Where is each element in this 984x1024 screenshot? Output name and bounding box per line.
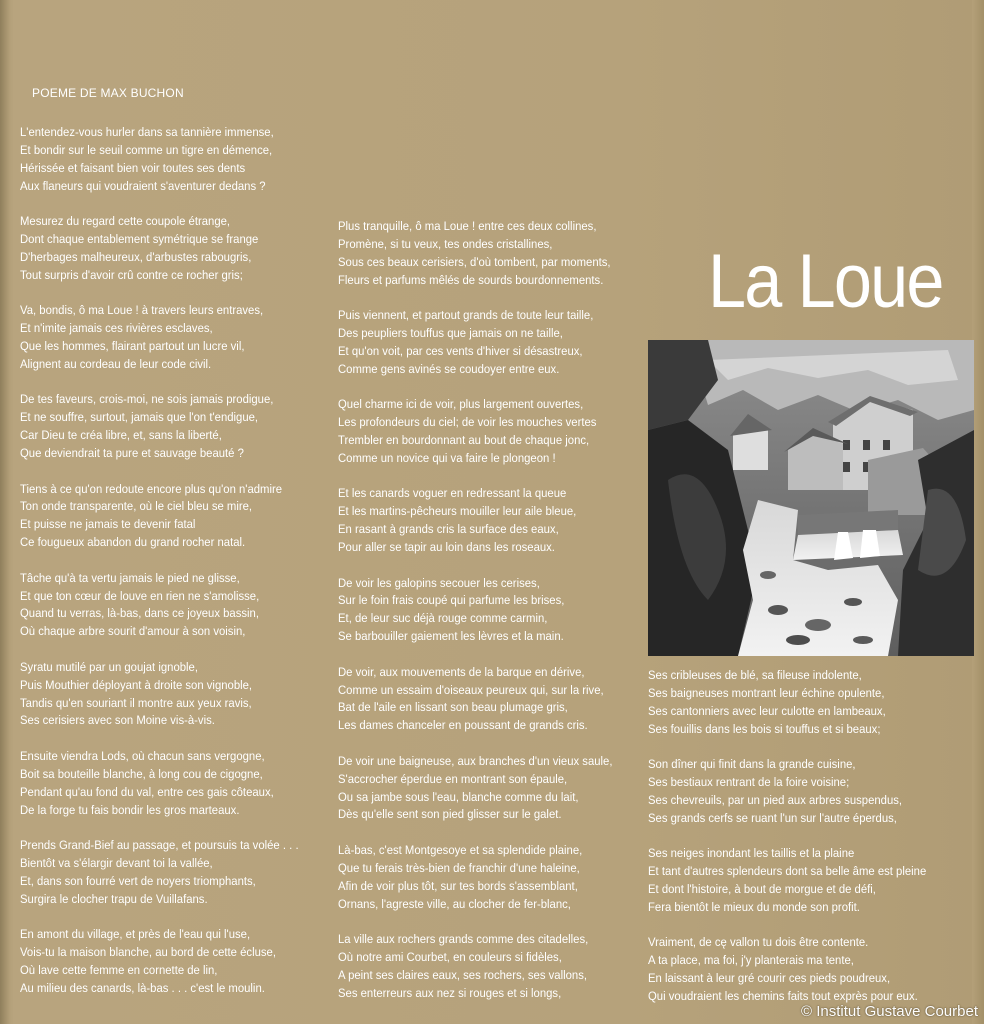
poem-line: Comme un novice qui va faire le plongeon !: [338, 450, 556, 465]
page-left-edge: [0, 0, 10, 1024]
poem-stanza: [20, 659, 337, 731]
poem-line: Quel charme ici de voir, plus largement ouvertes,: [338, 397, 584, 412]
poem-line: Ses baigneuses montrant leur échine opulente,: [648, 685, 885, 700]
poem-line: Vois-tu la maison blanche, au bord de cette écluse,: [20, 945, 276, 960]
poem-stanza: [338, 575, 655, 647]
poem-line: Ses bestiaux rentrant de la foire voisine;: [648, 775, 850, 790]
poem-line: Et que ton cœur de louve en rien ne s'amolisse,: [20, 588, 260, 603]
poem-line: L'entendez-vous hurler dans sa tannière immense,: [20, 125, 274, 139]
poem-line: Au milieu des canards, là-bas . . . c'est le moulin.: [20, 980, 265, 995]
poem-line: Surgira le clocher trapu de Vuillafans.: [20, 891, 208, 906]
poem-line: En amont du village, et près de l'eau qui l'use,: [20, 927, 251, 942]
poem-line: Là-bas, c'est Montgesoye et sa splendide plaine,: [338, 842, 583, 857]
poem-stanza: [338, 218, 655, 290]
poem-line: Son dîner qui finit dans la grande cuisine,: [648, 757, 856, 772]
poem-line: Et ne souffre, surtout, jamais que l'on t'endigue,: [20, 410, 259, 425]
poem-stanza: [20, 748, 337, 820]
poem-line: Ses neiges inondant les taillis et la plaine: [648, 846, 855, 861]
poem-line: Et les martins-pêcheurs mouiller leur aile bleue,: [338, 504, 577, 519]
poem-column-3: [648, 667, 965, 1024]
poem-line: Quand tu verras, là-bas, dans ce joyeux bassin,: [20, 606, 259, 621]
poem-line: Les dames chanceler en poussant de grands cris.: [338, 718, 588, 733]
poem-line: De tes faveurs, crois-moi, ne sois jamais prodigue,: [20, 392, 274, 407]
poem-line: La ville aux rochers grands comme des citadelles,: [338, 932, 589, 946]
poem-line: Et n'imite jamais ces rivières esclaves,: [20, 321, 213, 336]
poem-line: De voir, aux mouvements de la barque en dérive,: [338, 664, 585, 679]
poem-line: Fera bientôt le mieux du monde son profit.: [648, 899, 860, 914]
poem-line: Ses fouillis dans les bois si touffus et si beaux;: [648, 721, 881, 736]
poem-line: De voir les galopins secouer les cerises,: [338, 575, 540, 590]
poem-heading: POEME DE MAX BUCHON: [32, 86, 184, 100]
poem-stanza: [648, 845, 965, 917]
poem-line: Fleurs et parfums mêlés de sourds bourdonnements.: [338, 272, 604, 287]
poem-line: Qui voudraient les chemins faits tout exprès pour eux.: [648, 989, 918, 1004]
poem-line: En laissant à leur gré courir ces pieds poudreux,: [648, 971, 891, 986]
la-loue-photograph: [648, 340, 974, 656]
poem-line: En rasant à grands cris la surface des eaux,: [338, 522, 559, 537]
poem-line: Tiens à ce qu'on redoute encore plus qu'on n'admire: [20, 481, 283, 496]
poem-line: Ce fougueux abandon du grand rocher natal.: [20, 535, 246, 550]
poem-title: La Loue: [708, 239, 943, 324]
poem-line: Et qu'on voit, par ces vents d'hiver si désastreux,: [338, 343, 583, 358]
poem-stanza: [20, 837, 337, 909]
poem-stanza: [648, 756, 965, 828]
poem-stanza: [20, 302, 337, 374]
poem-stanza: [338, 931, 655, 1003]
poem-line: Pour aller se tapir au loin dans les roseaux.: [338, 540, 555, 555]
poem-stanza: [338, 396, 655, 468]
poem-column-2: [338, 218, 655, 1020]
poem-line: Que deviendrait ta pure et sauvage beauté ?: [20, 446, 244, 461]
poem-line: Et, de leur suc déjà rouge comme carmin,: [338, 611, 548, 626]
poem-line: Se barbouiller gaiement les lèvres et la main.: [338, 629, 564, 644]
poem-line: Alignent au cordeau de leur code civil.: [20, 356, 212, 371]
poem-stanza: [20, 124, 337, 196]
poem-line: Trembler en bourdonnant au bout de chaque jonc,: [338, 433, 590, 448]
poem-line: De la forge tu fais bondir les gros marteaux.: [20, 802, 240, 817]
poem-line: Ses cantonniers avec leur culotte en lambeaux,: [648, 703, 886, 718]
poem-stanza: [20, 926, 337, 998]
poem-line: A peint ses claires eaux, ses rochers, ses vallons,: [338, 967, 588, 982]
poem-line: Puis Mouthier déployant à droite son vignoble,: [20, 677, 253, 692]
poem-line: Comme un essaim d'oiseaux peureux qui, sur la rive,: [338, 682, 604, 697]
poem-line: Et dont l'histoire, à bout de morgue et de défi,: [648, 882, 876, 897]
poem-line: Plus tranquille, ô ma Loue ! entre ces deux collines,: [338, 219, 597, 233]
poem-line: Et tant d'autres splendeurs dont sa belle âme est pleine: [648, 864, 927, 879]
poem-line: Aux flaneurs qui voudraient s'aventurer dedans ?: [20, 178, 266, 193]
poem-line: Afin de voir plus tôt, sur tes bords s'assemblant,: [338, 878, 578, 893]
poem-line: Des peupliers touffus que jamais on ne taille,: [338, 326, 563, 341]
poem-line: Car Dieu te créa libre, et, sans la liberté,: [20, 428, 222, 443]
poem-line: Ensuite viendra Lods, où chacun sans vergogne,: [20, 748, 265, 763]
poem-line: Mesurez du regard cette coupole étrange,: [20, 214, 231, 229]
poem-stanza: [20, 391, 337, 463]
poem-stanza: [20, 570, 337, 642]
poem-line: Prends Grand-Bief au passage, et poursuis ta volée . . .: [20, 838, 299, 852]
poem-line: Syratu mutilé par un goujat ignoble,: [20, 659, 198, 674]
poem-line: Tandis qu'en souriant il montre aux yeux ravis,: [20, 695, 252, 710]
poem-line: Puis viennent, et partout grands de toute leur taille,: [338, 308, 594, 323]
poem-line: Promène, si tu veux, tes ondes cristallines,: [338, 236, 553, 251]
poem-line: A ta place, ma foi, j'y planterais ma tente,: [648, 953, 854, 968]
poem-line: Boit sa bouteille blanche, à long cou de cigogne,: [20, 766, 263, 781]
poem-line: Bientôt va s'élargir devant toi la vallée,: [20, 855, 213, 870]
poem-stanza: [648, 934, 965, 1006]
poem-line: Sous ces beaux cerisiers, d'où tombent, par moments,: [338, 254, 611, 269]
poem-line: Va, bondis, ô ma Loue ! à travers leurs entraves,: [20, 303, 264, 318]
poem-line: Où chaque arbre sourit d'amour à son voisin,: [20, 624, 246, 639]
poem-line: S'accrocher éperdue en montrant son épaule,: [338, 771, 568, 786]
poem-line: Hérissée et faisant bien voir toutes ses dents: [20, 160, 246, 175]
poem-line: Tout surpris d'avoir crû contre ce rocher gris;: [20, 267, 243, 282]
poem-line: D'herbages malheureux, d'arbustes rabougris,: [20, 249, 252, 264]
poem-stanza: [338, 842, 655, 914]
poem-line: Que les hommes, flairant partout un lucre vil,: [20, 339, 245, 354]
poem-line: Et puisse ne jamais te devenir fatal: [20, 517, 196, 532]
poem-line: Ses chevreuils, par un pied aux arbres suspendus,: [648, 792, 903, 807]
poem-line: Bat de l'aile en lissant son beau plumage gris,: [338, 700, 568, 715]
poem-line: De voir une baigneuse, aux branches d'un vieux saule,: [338, 753, 613, 768]
poem-line: Les profondeurs du ciel; de voir les mouches vertes: [338, 415, 597, 430]
poem-stanza: [338, 753, 655, 825]
poem-line: Vraiment, de cę vallon tu dois être contente.: [648, 935, 869, 950]
poem-line: Où notre ami Courbet, en couleurs si fidèles,: [338, 949, 562, 964]
poem-line: Et, dans son fourré vert de noyers triomphants,: [20, 873, 256, 888]
poem-line: Où lave cette femme en cornette de lin,: [20, 962, 218, 977]
poem-line: Ses cribleuses de blé, sa fileuse indolente,: [648, 668, 862, 682]
poem-column-1: [20, 124, 337, 1015]
poem-stanza: [338, 485, 655, 557]
poem-line: Tâche qu'à ta vertu jamais le pied ne glisse,: [20, 570, 240, 585]
poem-stanza: [20, 481, 337, 553]
poem-stanza: [648, 667, 965, 739]
poem-line: Pendant qu'au fond du val, entre ces gais côteaux,: [20, 784, 274, 799]
photo-illustration: [648, 340, 974, 656]
poem-line: Et les canards voguer en redressant la queue: [338, 486, 567, 501]
poem-line: Comme gens avinés se coudoyer entre eux.: [338, 361, 560, 376]
poem-line: Sur le foin frais coupé qui parfume les brises,: [338, 593, 565, 608]
poem-line: Ses enterreurs aux nez si rouges et si longs,: [338, 985, 562, 1000]
poem-line: Ou sa jambe sous l'eau, blanche comme du lait,: [338, 789, 579, 804]
poem-stanza: [338, 664, 655, 736]
poem-line: Ornans, l'agreste ville, au clocher de fer-blanc,: [338, 896, 571, 911]
poem-line: Et bondir sur le seuil comme un tigre en démence,: [20, 142, 273, 157]
poem-line: Que tu ferais très-bien de franchir d'une haleine,: [338, 860, 580, 875]
poem-line: Ton onde transparente, où le ciel bleu se mire,: [20, 499, 253, 514]
copyright-credit: © Institut Gustave Courbet: [801, 1003, 978, 1020]
poem-line: Ses cerisiers avec son Moine vis-à-vis.: [20, 713, 215, 728]
poem-line: Dont chaque entablement symétrique se frange: [20, 232, 259, 247]
poem-stanza: [338, 307, 655, 379]
poem-line: Ses grands cerfs se ruant l'un sur l'autre éperdus,: [648, 810, 897, 825]
poem-line: Dès qu'elle sent son pied glisser sur le galet.: [338, 807, 562, 822]
poem-stanza: [20, 213, 337, 285]
